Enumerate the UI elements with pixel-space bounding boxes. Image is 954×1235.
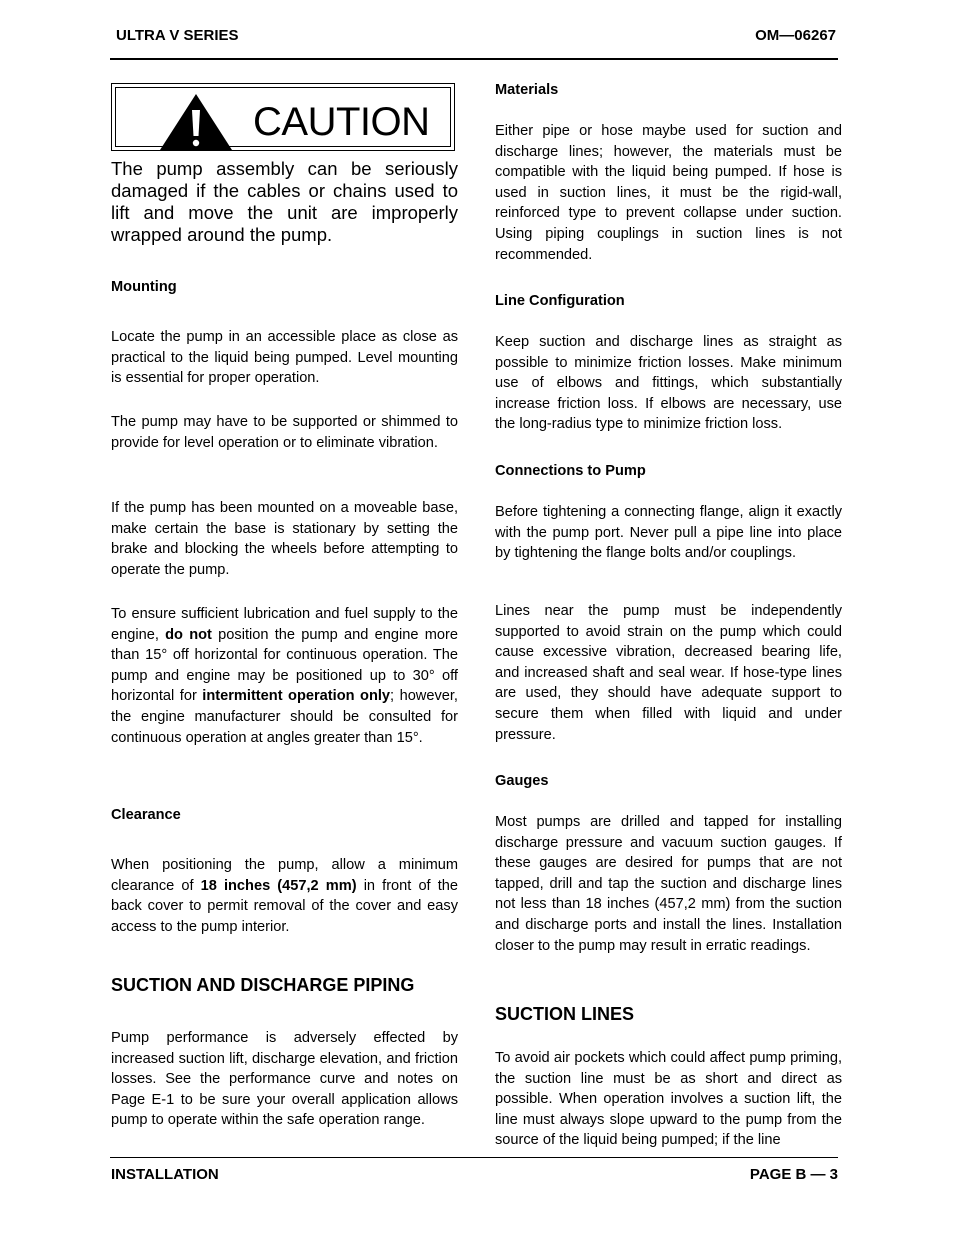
mounting-paragraph-2: The pump may have to be supported or shimmed to provide for level operation or to eliminate vibration. <box>111 414 458 451</box>
line-configuration-paragraph: Keep suction and discharge lines as straight as possible to minimize friction losses. Make minimum use of elbows and fittings, which substantially increase friction loss. If elbows are necessary, use the long-radius type to minimize friction loss. <box>495 334 842 433</box>
mounting-paragraph-3: If the pump has been mounted on a moveable base, make certain the base is stationary by setting the brake and blocking the wheels before attempting to operate the pump. <box>111 500 458 578</box>
mounting-heading: Mounting <box>111 279 177 295</box>
mounting-p4-text-a: To ensure sufficient lubrication and fuel supply to the engine, <box>111 606 458 643</box>
mounting-p4-text-e: ; however, the engine manufacturer should be consulted for continuous operation at angles greater than 15°. <box>111 688 458 746</box>
piping-paragraph-1: Pump performance is adversely effected by increased suction lift, discharge elevation, and friction losses. See the performance curve and notes on Page E-1 to be sure your overall application allows pump to operate within the safe operation range. <box>111 1030 458 1129</box>
header-series: ULTRA V SERIES <box>116 27 239 44</box>
footer-page-number: PAGE B — 3 <box>749 1166 838 1183</box>
clearance-heading: Clearance <box>111 807 181 823</box>
gauges-paragraph: Most pumps are drilled and tapped for installing discharge pressure and vacuum suction gauges. If these gauges are desired for pumps that are not tapped, drill and tap the suction and discharge lines not less than 18 inches (457,2 mm) from the suction and discharge ports and install the lines. Installation closer to the pump may result in erratic readings. <box>495 814 842 954</box>
header-rule <box>110 58 838 60</box>
clearance-emphasis: 18 inches (457,2 mm) <box>200 877 357 894</box>
connections-heading: Connections to Pump <box>495 463 646 479</box>
header-doc-number: OM—06267 <box>755 27 836 44</box>
mounting-p4-text-c: position the pump and engine more than 15° off horizontal for continuous operation. The pump and engine may be positioned up to 30° off horizontal for <box>111 626 458 705</box>
materials-paragraph: Either pipe or hose maybe used for suction and discharge lines; however, the materials must be compatible with the liquid being pumped. If hose is used in suction lines, it must be the rigid-wall, reinforced type to prevent collapse under suction. Using piping couplings in suction lines is not recommended. <box>495 123 842 263</box>
suction-lines-paragraph: To avoid air pockets which could affect pump priming, the suction line must be as short and direct as possible. When operation involves a suction lift, the line must always slope upward to the pump from the source of the liquid being pumped; if the line <box>495 1050 842 1149</box>
mounting-paragraph-4 <box>111 604 458 748</box>
mounting-p4-emphasis-intermittent: intermittent operation only <box>202 688 391 705</box>
line-configuration-heading: Line Configuration <box>495 293 625 309</box>
mounting-p4-emphasis-do-not: do not <box>165 626 212 643</box>
connections-paragraph-1: Before tightening a connecting flange, align it exactly with the pump port. Never pull a pipe line into place by tightening the flange bolts and/or couplings. <box>495 504 842 562</box>
clearance-text-c: in front of the back cover to permit removal of the cover and easy access to the pump interior. <box>111 877 458 935</box>
materials-heading: Materials <box>495 82 559 98</box>
caution-box <box>111 83 455 151</box>
footer-section: INSTALLATION <box>111 1166 219 1183</box>
caution-box-inner <box>115 87 451 147</box>
footer-rule <box>110 1157 838 1158</box>
mounting-paragraph-1: Locate the pump in an accessible place as close as practical to the liquid being pumped. Level mounting is essential for proper operation. <box>111 329 458 387</box>
clearance-text-a: When positioning the pump, allow a minimum clearance of <box>111 857 458 894</box>
connections-paragraph-2: Lines near the pump must be independently supported to avoid strain on the pump which could cause excessive vibration, decreased bearing life, and increased shaft and seal wear. If hose-type lines are used, they should have adequate support to secure them when filled with liquid and under pressure. <box>495 603 842 743</box>
gauges-heading: Gauges <box>495 773 549 789</box>
warning-triangle-icon <box>158 92 234 152</box>
piping-heading: SUCTION AND DISCHARGE PIPING <box>111 975 415 995</box>
caution-text: The pump assembly can be seriously damaged if the cables or chains used to lift and move the unit are improperly wrapped around the pump. <box>111 158 458 245</box>
clearance-paragraph <box>111 855 458 937</box>
caution-label: CAUTION <box>253 100 430 144</box>
suction-lines-heading: SUCTION LINES <box>495 1004 635 1024</box>
